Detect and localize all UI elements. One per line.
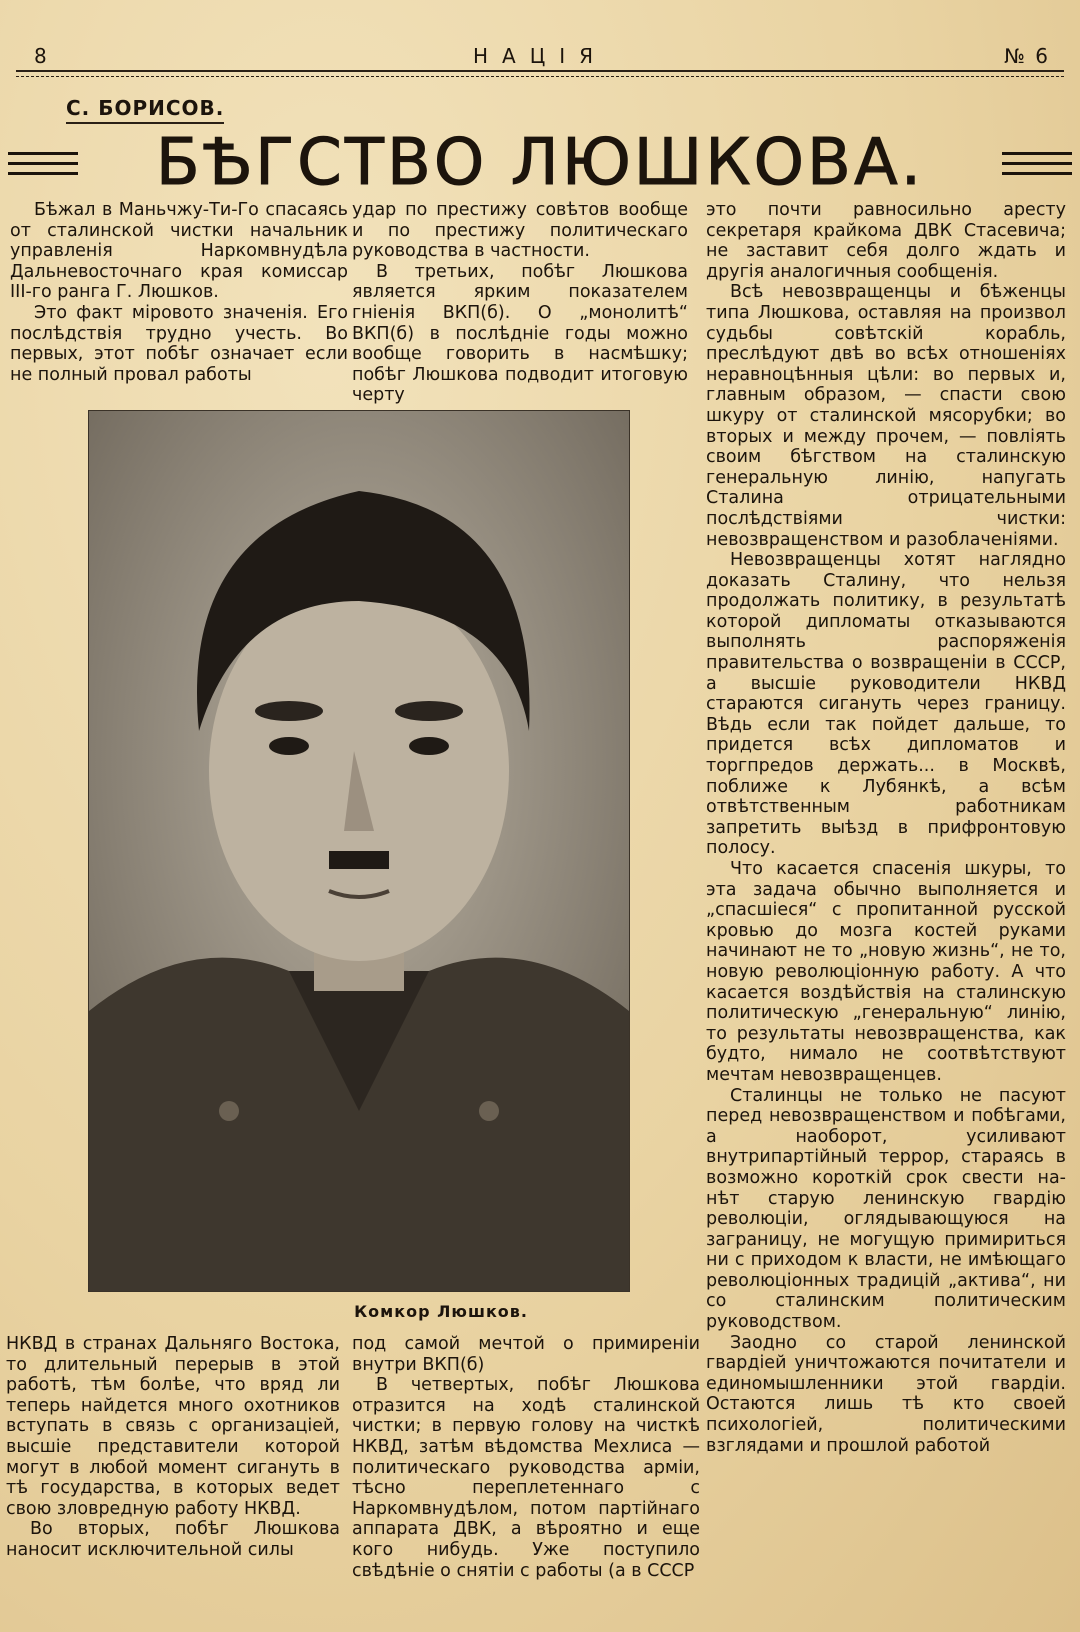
page-number: 8 — [34, 44, 49, 68]
header-rule — [16, 70, 1064, 77]
paragraph: Невозвращенцы хотят наглядно доказать Сталину, что нельзя продолжать политику, в результатѣ которой дипломаты отказываются выполнять распоряженія правительства о возвращеніи в СССР, а высшіе руководители НКВД стараются сигануть через границу. Вѣдь если так пойдет дальше, то придется всѣх дипломатов и торгпредов держать... в Москвѣ, поближе к Лубянкѣ, а всѣм отвѣтственным работникам запретить выѣзд в прифронтовую полосу. — [706, 550, 1066, 859]
headline-row — [8, 128, 1072, 198]
paragraph: Всѣ невозвращенцы и бѣженцы типа Люшкова, оставляя на произвол судьбы совѣтскій корабль, преслѣдуют двѣ во всѣх отношеніях неравноцѣнныя цѣли: во первых и, главным образом, — спасти свою шкуру от сталинской мясорубки; во вторых и между прочем, — повліять своим бѣгством на сталинскую генеральную линію, напугать Сталина отрицательными послѣдствіями чистки: невозвращенством и разоблаченіями. — [706, 282, 1066, 550]
issue-number: № 6 — [1004, 44, 1050, 68]
author-byline: С. БОРИСОВ. — [66, 96, 224, 124]
headline: БѢГСТВО ЛЮШКОВА. — [155, 126, 925, 200]
column-3 — [706, 200, 1066, 1456]
column-1-top — [10, 200, 348, 385]
paragraph: Что касается спасенія шкуры, то эта задача обычно выполняется и „спасшіеся“ с пропитанной русской кровью до мозга костей руками начинают не то „новую жизнь“, не то, новую революціонную работу. А что касается воздѣйствія на сталинскую политическую „генеральную“ линію, то результаты невозвращенства, как будто, нимало не соотвѣтствуют мечтам невозвращенцев. — [706, 859, 1066, 1085]
column-1-bottom — [6, 1334, 340, 1561]
paragraph: В третьих, побѣг Люшкова является ярким показателем гніенія ВКП(б). О „монолитѣ“ ВКП(б) в послѣдніе годы можно вообще говорить в насмѣшку; побѣг Люшкова подводит итоговую черту — [352, 261, 688, 406]
portrait-photo — [88, 410, 630, 1292]
headline-rule-left — [8, 152, 78, 175]
masthead: НАЦІЯ — [472, 44, 608, 68]
paragraph: удар по престижу совѣтов вообще и по престижу политическаго руководства в частности. — [352, 200, 688, 262]
paragraph: Это факт міровото значенія. Его послѣдствія трудно учесть. Во первых, этот побѣг означает если не полный провал работы — [10, 302, 348, 385]
photo-caption: Комкор Люшков. — [354, 1302, 528, 1321]
paragraph: Сталинцы не только не пасуют перед невозвращенством и побѣгами, а наоборот, усиливают внутрипартійный террор, стараясь в возможно короткій срок свести на-нѣт старую ленинскую гвардію революціи, оглядывающуюся на заграницу, не могущую примириться ни с приходом к власти, не имѣющаго революціонных традицій „актива“, ни со сталинским политическим руководством. — [706, 1085, 1066, 1333]
column-2-bottom — [352, 1334, 700, 1581]
paragraph: Во вторых, побѣг Люшкова наносит исключительной силы — [6, 1519, 340, 1560]
paragraph: Заодно со старой ленинской гвардіей уничтожаются почитатели и единомышленники этой гвардіи. Остаются лишь тѣ кто своей психологіей, политическими взглядами и прошлой работой — [706, 1332, 1066, 1456]
column-2-top — [352, 200, 688, 406]
paragraph: В четвертых, побѣг Люшкова отразится на ходѣ сталинской чистки; в первую голову на чисткѣ НКВД, затѣм вѣдомства Мехлиса — политическаго руководства арміи, тѣсно переплетеннаго с Наркомвнудѣлом, потом партійнаго аппарата ДВК, а вѣроятно и еще кого нибудь. Уже поступило свѣдѣніе о снятіи с работы (а в СССР — [352, 1375, 700, 1581]
paragraph: под самой мечтой о примиреніи внутри ВКП(б) — [352, 1334, 700, 1375]
headline-rule-right — [1002, 152, 1072, 175]
portrait-illustration — [89, 411, 629, 1291]
paragraph: НКВД в странах Дальняго Востока, то длительный перерыв в этой работѣ, тѣм болѣе, что вряд ли теперь найдется много охотников вступать в связь с организаціей, высшіе представители которой могут в любой момент сигануть в тѣ государства, в которых ведет свою зловредную работу НКВД. — [6, 1334, 340, 1519]
paragraph: Бѣжал в Маньчжу-Ти-Го спасаясь от сталинской чистки начальник управленія Наркомвнудѣла Дальневосточнаго края комиссар III-го ранга Г. Люшков. — [10, 200, 348, 303]
paragraph: это почти равносильно аресту секретаря крайкома ДВК Стасевича; не заставит себя долго ждать и другія аналогичныя сообщенія. — [706, 200, 1066, 282]
